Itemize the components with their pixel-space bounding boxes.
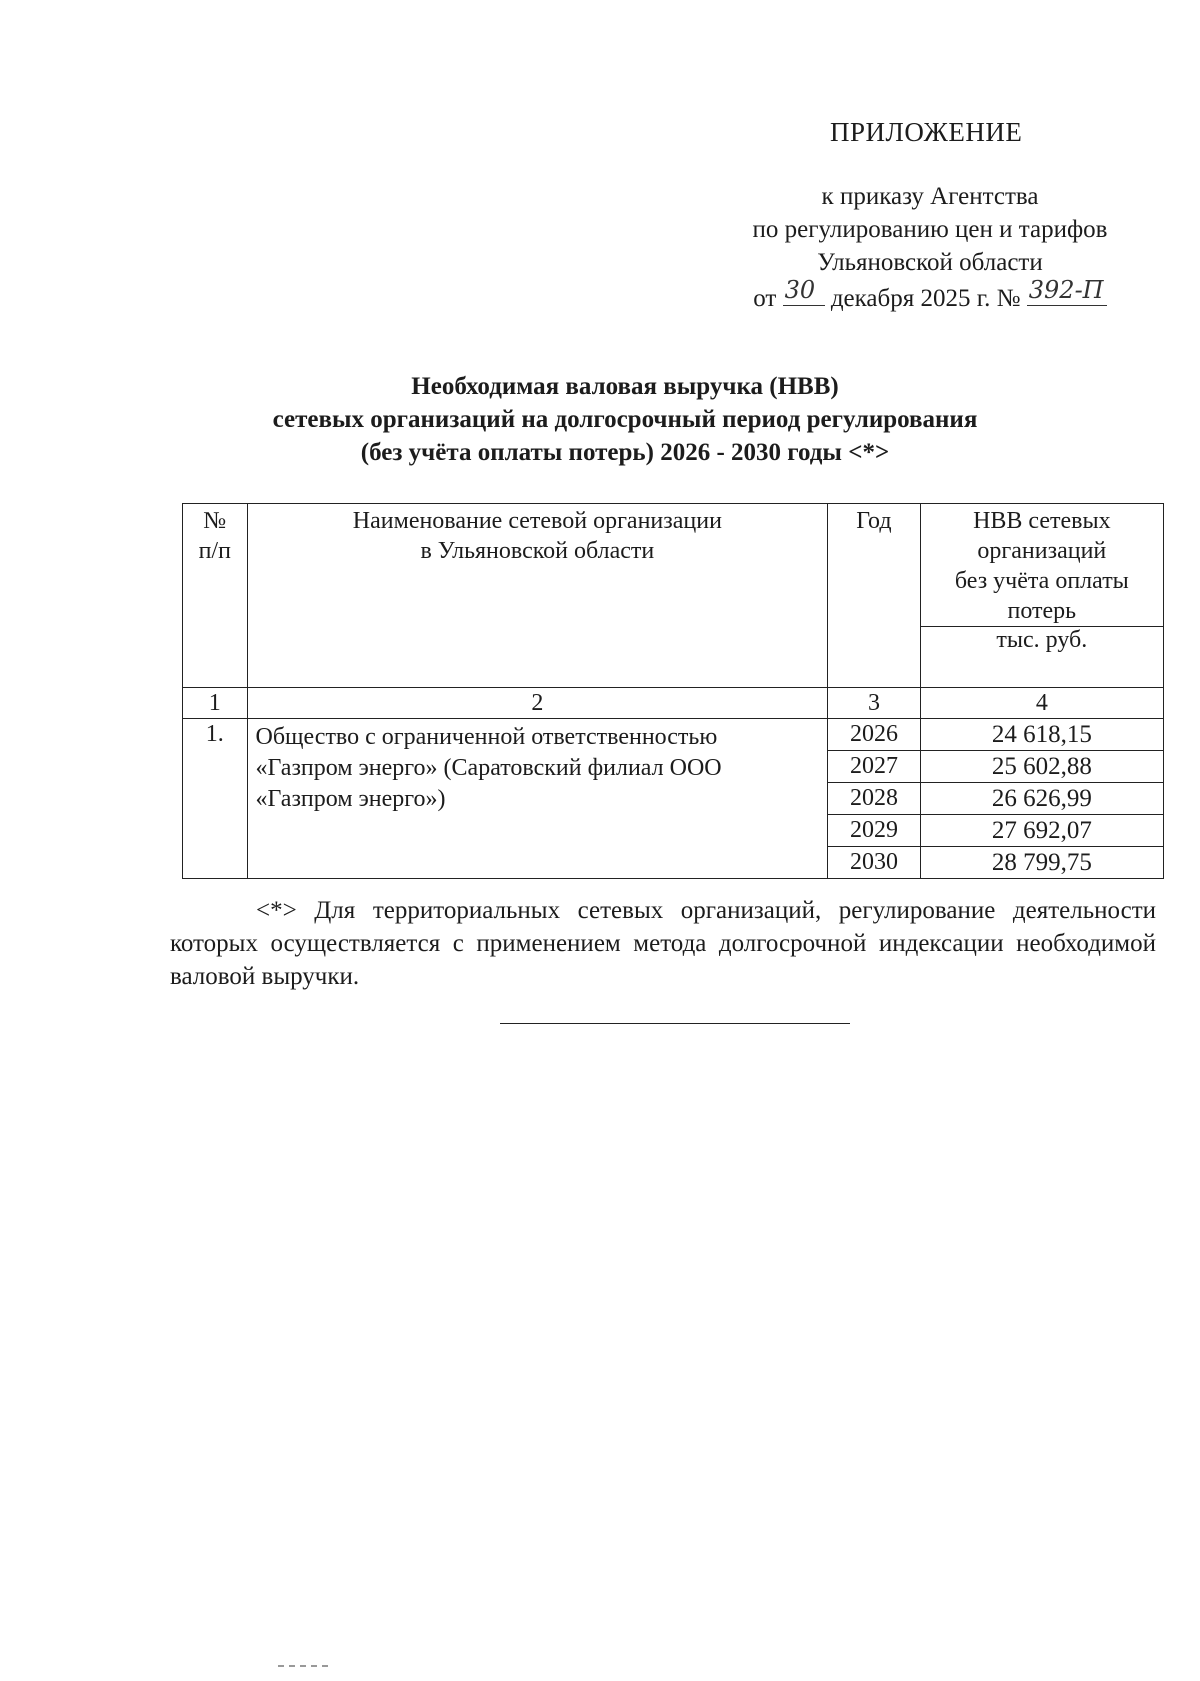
- closing-divider: [500, 1023, 850, 1024]
- title-line-2: сетевых организаций на долгосрочный период регулирования: [272, 406, 978, 433]
- title-line-3: (без учёта оплаты потерь) 2026 - 2030 годы <*>: [360, 439, 890, 466]
- table-row: [183, 719, 1164, 751]
- header-num-symbol: №: [203, 508, 227, 534]
- column-number-3: 3: [828, 688, 920, 719]
- header-org-line-1: Наименование сетевой организации: [352, 508, 722, 534]
- order-day-field: [783, 276, 825, 306]
- title-line-1: Необходимая валовая выручка (НВВ): [411, 373, 839, 400]
- header-num-label: п/п: [198, 538, 231, 564]
- order-number-handwritten: 392-П: [1028, 276, 1104, 304]
- order-reference: [720, 180, 1140, 315]
- order-line-2: по регулированию цен и тарифов: [752, 216, 1108, 243]
- value-cell: 24 618,15: [920, 719, 1163, 751]
- scan-artifact: [278, 1665, 328, 1667]
- org-name-cell: [247, 719, 828, 879]
- column-number-4: 4: [920, 688, 1163, 719]
- appendix-title: ПРИЛОЖЕНИЕ: [830, 117, 1023, 147]
- year-cell: 2028: [828, 783, 920, 815]
- header-org-line-2: в Ульяновской области: [420, 538, 655, 564]
- order-date-line: [720, 276, 1140, 315]
- header-nvv: [920, 504, 1163, 627]
- document-title: [170, 370, 1080, 469]
- header-num: [183, 504, 248, 688]
- org-name-line-2: «Газпром энерго» (Саратовский филиал ООО: [255, 755, 722, 781]
- year-cell: 2030: [828, 847, 920, 879]
- order-day-handwritten: 30: [784, 276, 816, 304]
- year-cell: 2029: [828, 815, 920, 847]
- header-nvv-line-1: НВВ сетевых: [973, 508, 1111, 534]
- nvv-table: [182, 503, 1164, 879]
- org-name-line-3: «Газпром энерго»): [255, 786, 446, 812]
- order-date-text: декабря 2025 г. №: [830, 285, 1021, 312]
- value-cell: 25 602,88: [920, 751, 1163, 783]
- org-name-line-1: Общество с ограниченной ответственностью: [255, 724, 718, 750]
- header-year: Год: [828, 504, 920, 688]
- table-column-numbers: [183, 688, 1164, 719]
- header-org-name: [247, 504, 828, 688]
- value-cell: 28 799,75: [920, 847, 1163, 879]
- header-nvv-line-3: без учёта оплаты: [954, 568, 1129, 594]
- column-number-2: 2: [247, 688, 828, 719]
- footnote: <*> Для территориальных сетевых организаций, регулирование деятельности которых осуществляется с применением метода долгосрочной индексации необходимой валовой выручки.: [170, 897, 1156, 990]
- year-cell: 2026: [828, 719, 920, 751]
- column-number-1: 1: [183, 688, 248, 719]
- order-number-field: [1027, 276, 1107, 306]
- header-nvv-line-2: организаций: [977, 538, 1107, 564]
- order-line-1: к приказу Агентства: [821, 183, 1039, 210]
- order-line-3: Ульяновской области: [817, 249, 1043, 276]
- value-cell: 27 692,07: [920, 815, 1163, 847]
- row-number: 1.: [183, 719, 248, 879]
- table-header-row: [183, 504, 1164, 627]
- order-date-prefix: от: [753, 285, 777, 312]
- header-nvv-line-4: потерь: [1007, 598, 1077, 624]
- header-unit: тыс. руб.: [920, 627, 1163, 688]
- value-cell: 26 626,99: [920, 783, 1163, 815]
- year-cell: 2027: [828, 751, 920, 783]
